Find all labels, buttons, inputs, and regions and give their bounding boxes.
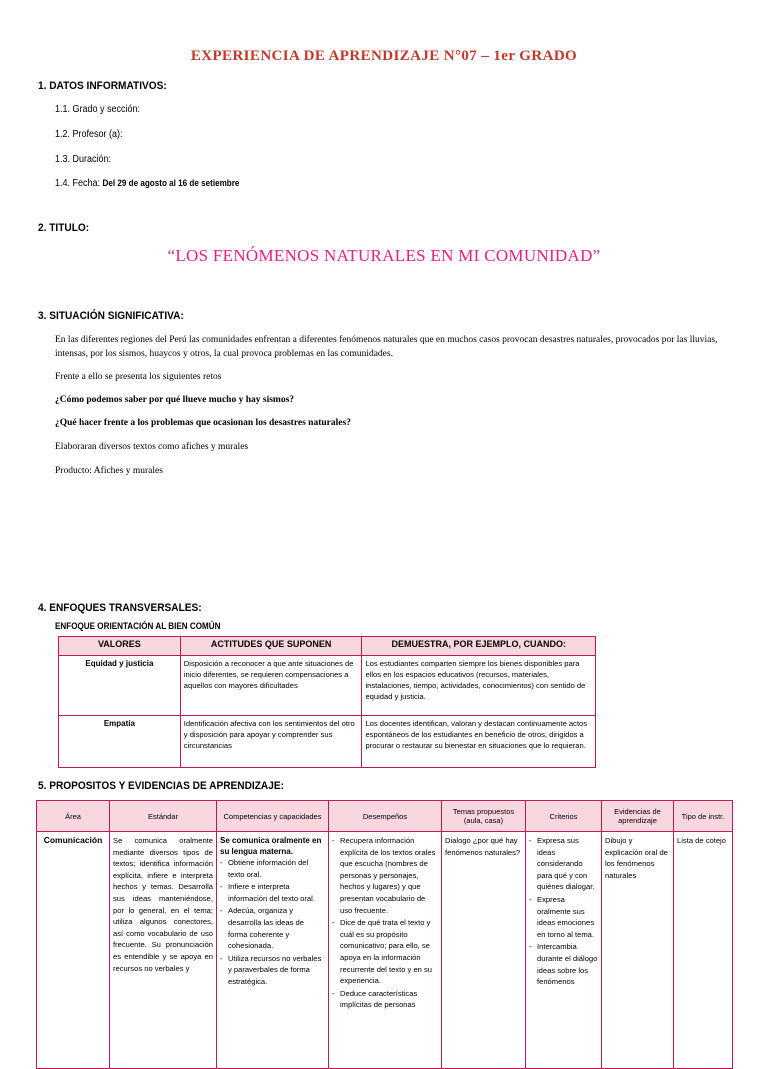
propositos-table — [36, 800, 733, 1069]
profesor-field: 1.2. Profesor (a): — [55, 129, 123, 140]
temas-cell: Dialogo ¿por qué hay fenómenos naturales? — [442, 832, 526, 1069]
list-item: - Expresa oralmente sus ideas emociones en torno al tema. — [537, 894, 598, 940]
demuestra-cell: Los docentes identifican, valoran y destacan continuamente actos espontáneos de los estudiantes en beneficio de otros, dirigidos a procurar o restaurar su bienestar en situaciones que lo requieran. — [362, 716, 596, 768]
col-estandar: Estándar — [110, 801, 217, 832]
textos-paragraph: Elaboraran diversos textos como afiches y murales — [55, 442, 249, 452]
col-demuestra: DEMUESTRA, POR EJEMPLO, CUANDO: — [362, 637, 596, 656]
situacion-paragraph: En las diferentes regiones del Perú las comunidades enfrentan a diferentes fenómenos naturales que en muchos casos provocan desastres naturales, provocados por las lluvias, intensas, por los sismos, huaycos y otros, la cual provoca problemas en las comunidades. — [55, 335, 718, 359]
demuestra-cell: Los estudiantes comparten siempre los bienes disponibles para ellos en los espacios educativos (recursos, materiales, instalaciones, tiempo, actividades, conocimientos) con sentido de equidad y justicia. — [362, 656, 596, 716]
criterios-list — [529, 835, 598, 988]
col-temas: Temas propuestos (aula, casa) — [442, 801, 526, 832]
actitud-cell: Disposición a reconocer a que ante situaciones de inicio diferentes, se requieren compensaciones a aquellos con mayores dificultades — [180, 656, 362, 716]
col-actitudes: ACTITUDES QUE SUPONEN — [180, 637, 362, 656]
capacidades-list — [220, 857, 325, 988]
list-item: - Dice de qué trata el texto y cuál es su propósito comunicativo; para ello, se apoya en la información recurrente del texto y en su experiencia. — [340, 917, 438, 987]
enfoque-subheading: ENFOQUE ORIENTACIÓN AL BIEN COMÚN — [55, 621, 221, 631]
area-cell: Comunicación — [37, 832, 110, 1069]
table-row — [59, 656, 596, 716]
section-propositos-heading: 5. PROPOSITOS Y EVIDENCIAS DE APRENDIZAJE: — [38, 780, 284, 792]
section-datos-heading: 1. DATOS INFORMATIVOS: — [38, 80, 167, 92]
evidencias-cell: Dibujo y explicación oral de los fenómenos naturales — [602, 832, 674, 1069]
actitud-cell: Identificación afectiva con los sentimientos del otro y disposición para apoyar y comprender sus circunstancias — [180, 716, 362, 768]
fecha-field — [55, 178, 239, 189]
col-instrumento: Tipo de instr. — [674, 801, 733, 832]
col-evidencias: Evidencias de aprendizaje — [602, 801, 674, 832]
list-item: - Deduce características implícitas de personas — [340, 988, 438, 1011]
section-titulo-heading: 2. TITULO: — [38, 222, 90, 234]
desempenos-cell — [329, 832, 442, 1069]
valor-cell: Equidad y justicia — [59, 656, 181, 716]
competencias-cell — [217, 832, 329, 1069]
producto-paragraph: Producto: Afiches y murales — [55, 466, 163, 476]
instrumento-cell: Lista de cotejo — [674, 832, 733, 1069]
col-area: Área — [37, 801, 110, 832]
reto-question-1: ¿Cómo podemos saber por qué llueve mucho y hay sismos? — [55, 395, 295, 405]
reto-question-2: ¿Qué hacer frente a los problemas que ocasionan los desastres naturales? — [55, 418, 351, 428]
list-item: - Infiere e interpreta información del texto oral. — [228, 881, 325, 904]
list-item: - Obtiene información del texto oral. — [228, 857, 325, 880]
valor-cell: Empatía — [59, 716, 181, 768]
grado-field: 1.1. Grado y sección: — [55, 104, 141, 115]
col-criterios: Criterios — [526, 801, 602, 832]
table-row — [59, 716, 596, 768]
list-item: - Expresa sus ideas considerando para qué y con quiénes dialogar. — [537, 835, 598, 893]
list-item: - Intercambia durante el diálogo ideas sobre los fenómenos — [537, 941, 598, 987]
estandar-cell: Se comunica oralmente mediante diversos tipos de textos; identifica información explícita, infiere e interpreta hechos y temas. Desarrolla sus ideas manteniéndose, por lo general, en el tema; utiliza algunos conectores, así como vocabulario de uso frecuente. Su pronunciación es entendible y se apoya en recursos no verbales y — [110, 832, 217, 1069]
experience-title: “LOS FENÓMENOS NATURALES EN MI COMUNIDAD” — [167, 246, 601, 265]
list-item: - Recupera información explícita de los textos orales que escucha (nombres de personas y personajes, hechos y lugares) y que presentan vocabulario de uso frecuente. — [340, 835, 438, 916]
fecha-value: Del 29 de agosto al 16 de setiembre — [102, 178, 240, 188]
col-valores: VALORES — [59, 637, 181, 656]
retos-intro: Frente a ello se presenta los siguientes retos — [55, 372, 222, 382]
list-item: - Adecúa, organiza y desarrolla las ideas de forma coherente y cohesionada. — [228, 905, 325, 951]
col-desempenos: Desempeños — [329, 801, 442, 832]
fecha-label: 1.4. Fecha: — [55, 178, 101, 189]
desempenos-list — [332, 835, 438, 1011]
enfoques-table — [58, 636, 596, 768]
section-enfoques-heading: 4. ENFOQUES TRANSVERSALES: — [38, 602, 202, 614]
col-competencias: Competencias y capacidades — [217, 801, 329, 832]
criterios-cell — [526, 832, 602, 1069]
section-situacion-heading: 3. SITUACIÓN SIGNIFICATIVA: — [38, 310, 184, 322]
duracion-field: 1.3. Duración: — [55, 154, 112, 165]
list-item: - Utiliza recursos no verbales y paraverbales de forma estratégica. — [228, 953, 325, 988]
document-title: EXPERIENCIA DE APRENDIZAJE N°07 – 1er GRADO — [190, 48, 578, 64]
competencia-title: Se comunica oralmente en su lengua materna. — [220, 836, 322, 856]
table-row — [37, 832, 733, 1069]
